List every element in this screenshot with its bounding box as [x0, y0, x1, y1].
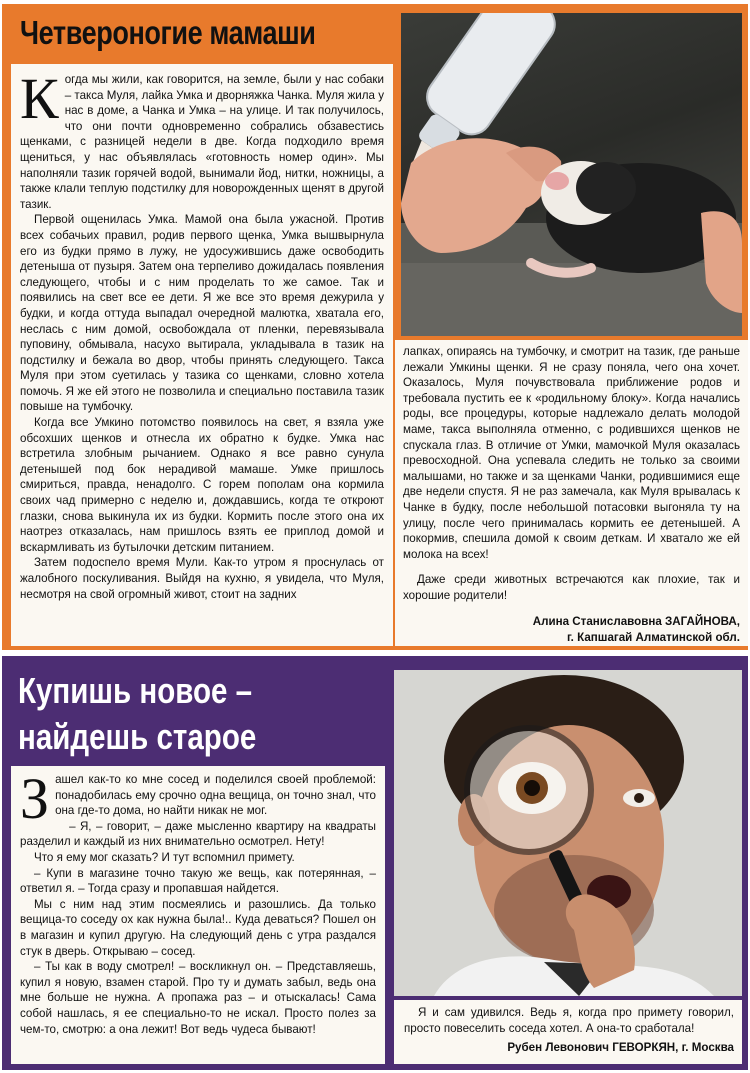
- article2-paragraph: Мы с ним над этим посмеялись и разошлись. Да только вещица-то соседу ох как нужна была!.. Куда деваться? Пошел он в магазин и купил другую. На следующий день с утра раздался стук в дверь. Открываю – сосед.: [20, 897, 376, 958]
- article1-paragraph: лапках, опираясь на тумбочку, и смотрит на тазик, где раньше лежали Умкины щенки. Я не сразу поняла, чего она хочет. Оказалось, Муля почувствовала приближение родов и требовала пустить ее к «родильному блоку». Когда начались роды, все процедуры, которые надлежало делать молодой маме, такса выполняла отменно, с родившихся щенков не спускала глаз. В отличие от Умки, мамочкой Муля оказалась превосходной. Она успевала следить не только за своими малышами, но также и за щенками Чанки, родившимися еще две недели спустя. Я не раз замечала, как Муля врывалась к Чанке в будку, после небольшой потасовки выгоняла ту на улицу, после чего принималась кормить ее детенышей. А покормив, спешила домой к своим деткам. И хватало же ей молока на всех!: [403, 345, 740, 561]
- man-with-magnifier-illustration: [394, 670, 742, 996]
- article1-body: [11, 64, 393, 602]
- article2-body: [11, 766, 385, 1037]
- article2-title: [18, 668, 256, 760]
- article2-paragraph: – Я, – говорит, – даже мысленно квартиру на квадраты разделил и каждый из них внимательно осмотрел. Нету!: [20, 819, 376, 849]
- article2-right-column: [394, 1000, 742, 1064]
- article1-paragraph: Затем подоспело время Мули. Как-то утром я проснулась от жалобного поскуливания. Выйдя на кухню, я увидела, что Муля, несмотря на свой огромный живот, стоит на задних: [20, 556, 384, 601]
- article2-paragraph: – Купи в магазине точно такую же вещь, как потерянная, – ответил я. – Тогда сразу и пропавшая найдется.: [20, 866, 376, 896]
- article2-closing-paragraph: Я и сам удивился. Ведь я, когда про примету говорил, просто повеселить соседа хотел. А она-то сработала!: [404, 1006, 734, 1035]
- article1-paragraph: огда мы жили, как говорится, на земле, были у нас собаки – такса Муля, лайка Умка и дворняжка Чанка. Муля жила у нас в доме, а Чанка и Умка – на улице. И так получилось, что они почти одновременно собрались обзавестись щенками, с разницей недели в две. Когда подходило время щениться, у нас объявлялась «готовность номер один». Мы наполняли тазик горячей водой, вынимали йод, нитки, ножницы, а также клали теплую подстилку для новорожденных щенят в другой тазик.: [20, 73, 384, 211]
- article2-signature: Рубен Левонович ГЕВОРКЯН, г. Москва: [507, 1041, 734, 1055]
- article-buy-new-find-old: [2, 656, 748, 1070]
- puppy-feeding-illustration: [401, 13, 742, 336]
- article2-paragraph: – Ты как в воду смотрел! – воскликнул он. – Представляешь, купил я новую, взамен старой. Про ту и думать забыл, ведь она мне больше не нужна. А пропажа раз – и отыскалась! Сама собой нашлась, я ее специально-то не искал. Просто полез за чем-то, смотрю: а она лежит! Вот ведь чудеса бывают!: [20, 960, 376, 1036]
- puppy-feeding-photo: [401, 13, 742, 336]
- article1-right-column: [395, 340, 748, 646]
- article1-signature-place: г. Капшагай Алматинской обл.: [567, 630, 740, 644]
- article2-right-body: [394, 1000, 742, 1056]
- magnifying-glass-photo: [394, 670, 742, 996]
- article2-title-line2: найдешь старое: [18, 716, 257, 757]
- article1-signature: [403, 614, 740, 646]
- article2-left-column: [11, 766, 385, 1064]
- article-four-legged-mothers: [2, 4, 748, 650]
- article1-signature-name: Алина Станиславовна ЗАГАЙНОВА,: [532, 614, 740, 628]
- article2-paragraph: Что я ему мог сказать? И тут вспомнил примету.: [34, 850, 295, 864]
- article2-dropcap: З: [20, 766, 50, 831]
- article1-right-body: [395, 340, 748, 646]
- article1-title: Четвероногие мамаши: [20, 14, 316, 51]
- article2-paragraph: ашел как-то ко мне сосед и поделился своей проблемой: понадобилась ему срочно одна вещица, он точно знал, что она где-то дома, но найти никак не мог.: [55, 773, 376, 818]
- article1-paragraph: Когда все Умкино потомство появилось на свет, я взяла уже обсохших щенков и отнесла их обратно к будке. Умка нас встретила злобным рычанием. Однако я все равно сунула детенышей под бок нерадивой мамаше. Умке пришлось смириться, правда, ненадолго. С горем пополам она кормила своих чад примерно с неделю и, дождавшись, когда те откроют глазки, снова выкинула их из будки. Кормить после этого она их наотрез отказалась, нам пришлось взять ее приплод домой и вскармливать из бутылочки детским питанием.: [20, 416, 384, 554]
- article1-paragraph: Даже среди животных встречаются как плохие, так и хорошие родители!: [403, 573, 740, 602]
- article1-dropcap: К: [20, 66, 59, 131]
- article1-paragraph: Первой ощенилась Умка. Мамой она была ужасной. Против всех собачьих правил, родив первого щенка, Умка вышвырнула его из будки прямо в лужу, не удосужившись даже освободить детеныша от пузыря. Затем она терпеливо дожидалась появления следующего, чтобы и с ним проделать то же самое. Так и появились на свет все ее дети. Я же все это время дежурила у будки, и когда оттуда выпадал очередной малютка, хватала его, неслась с ним домой, освобождала от пленки, перевязывала пуповину, обмывала, насухо вытирала, укладывала в тазик на подстилку и бежала во двор, чтобы принять следующего. Такса Муля при этом суетилась у тазика со щенками, словно хотела помочь. Я же ей этого не позволила и специально поставила тазик повыше на тумбочку.: [20, 213, 384, 414]
- article1-left-column: [11, 64, 393, 646]
- article2-title-line1: Купишь новое –: [18, 670, 253, 711]
